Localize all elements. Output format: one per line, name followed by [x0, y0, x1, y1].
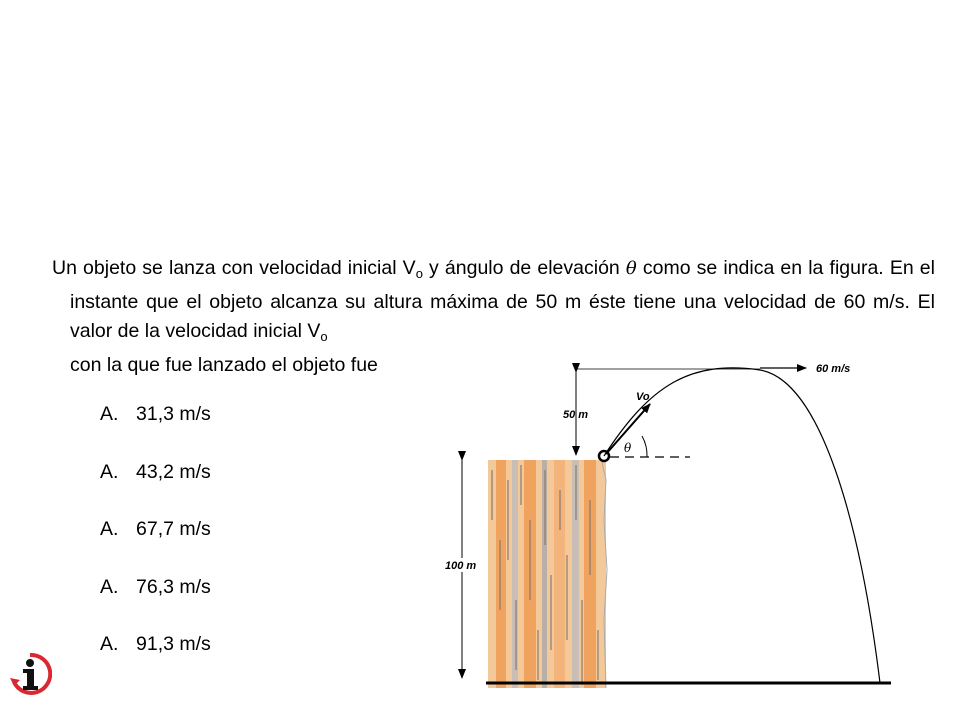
vo-subscript: o	[320, 329, 328, 344]
angle-arc	[642, 436, 647, 457]
cliff	[488, 460, 607, 688]
answer-option[interactable]	[100, 632, 211, 690]
height-above-label: 50 m	[563, 409, 589, 421]
answer-option[interactable]	[100, 402, 211, 460]
cliff-height-label: 100 m	[445, 560, 477, 572]
info-logo-icon	[8, 652, 52, 696]
answer-option[interactable]	[100, 517, 211, 575]
option-value: 31,3 m/s	[136, 403, 211, 425]
option-value: 43,2 m/s	[136, 460, 211, 483]
trajectory-curve	[604, 368, 880, 683]
projectile-figure	[440, 354, 910, 694]
vo-subscript: o	[415, 266, 423, 281]
top-speed-label: 60 m/s	[816, 363, 851, 375]
option-letter: A.	[100, 460, 119, 483]
vo-label: Vo	[636, 391, 650, 403]
option-letter: A.	[100, 403, 119, 425]
answer-option[interactable]	[100, 460, 211, 518]
option-value: 76,3 m/s	[136, 575, 211, 598]
option-letter: A.	[100, 518, 119, 540]
question-part: como se indica en la figura. En el instante que el objeto alcanza su altura máxima de 50 m éste tiene una velocidad de 60 m/s. El valor de la velocidad inicial V	[70, 257, 935, 342]
question-part: con la que fue lanzado el objeto fue	[70, 354, 378, 376]
theta-symbol: θ	[625, 258, 637, 279]
angle-label: θ	[624, 441, 632, 455]
answer-options	[100, 402, 211, 690]
option-value: 67,7 m/s	[136, 518, 211, 540]
question-part: Un objeto se lanza con velocidad inicial V	[52, 257, 416, 279]
question-part: y ángulo de elevación	[422, 257, 626, 279]
answer-option[interactable]	[100, 575, 211, 633]
option-value: 91,3 m/s	[136, 633, 211, 655]
option-letter: A.	[100, 575, 119, 598]
option-letter: A.	[100, 633, 119, 655]
